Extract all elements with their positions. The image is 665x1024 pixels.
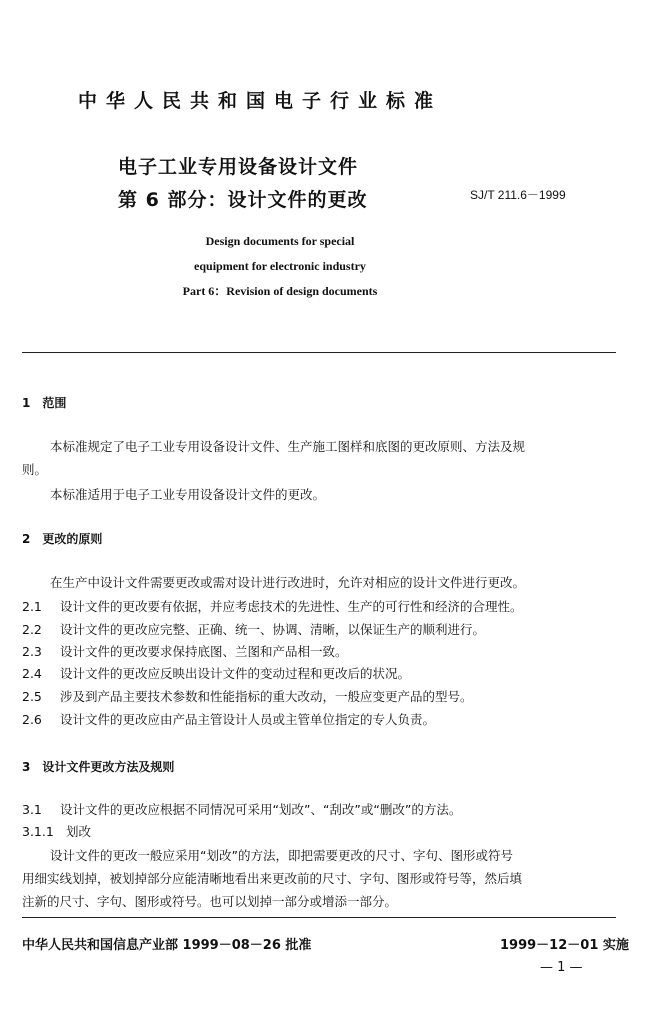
item-number: 2.1 [22,599,42,614]
item-number: 2.4 [22,666,42,681]
item-text: 设计文件的更改应由产品主管设计人员或主管单位指定的专人负责。 [60,712,436,727]
section-2-heading: 2 更改的原则 [22,532,103,546]
page-number: — 1 — [540,960,583,975]
standard-code: SJ/T 211.6－1999 [470,188,566,202]
section-3-paragraph-line-3: 注新的尺寸、字句、图形或符号。也可以划掉一部分或增添一部分。 [22,894,398,909]
section-3-paragraph-line-2: 用细实线划掉，被划掉部分应能清晰地看出来更改前的尺寸、字句、图形或符号等，然后填 [22,871,523,886]
section-3-heading: 3 设计文件更改方法及规则 [22,760,175,774]
list-item [22,642,348,660]
item-number: 2.2 [22,622,42,637]
item-text: 划改 [66,824,92,839]
title-english-line-3: Part 6：Revision of design documents [182,284,378,298]
list-item [22,687,473,705]
bottom-divider [22,917,616,918]
list-item [22,822,91,840]
title-english-line-2: equipment for electronic industry [194,259,366,273]
item-text: 涉及到产品主要技术参数和性能指标的重大改动，一般应变更产品的型号。 [60,689,473,704]
item-text: 设计文件的更改应完整、正确、统一、协调、清晰，以保证生产的顺利进行。 [60,622,486,637]
list-item [22,664,410,682]
item-number: 2.6 [22,712,42,727]
list-item [22,800,461,818]
list-item [22,620,485,638]
approval-statement: 中华人民共和国信息产业部 1999－08－26 批准 [22,938,312,953]
implementation-date: 1999－12－01 实施 [500,938,629,953]
item-text: 设计文件的更改要求保持底图、兰图和产品相一致。 [60,644,348,659]
section-1-heading: 1 范围 [22,396,67,410]
section-1-paragraph-1-line-1: 本标准规定了电子工业专用设备设计文件、生产施工图样和底图的更改原则、方法及规 [50,439,526,454]
item-number: 2.3 [22,644,42,659]
top-divider [22,352,616,353]
title-chinese-line-1: 电子工业专用设备设计文件 [118,156,359,178]
section-3-paragraph-line-1: 设计文件的更改一般应采用“划改”的方法，即把需要更改的尺寸、字句、图形或符号 [50,848,513,863]
item-number: 2.5 [22,689,42,704]
title-english-line-1: Design documents for special [205,234,355,248]
item-number: 3.1.1 [22,824,54,839]
item-text: 设计文件的更改应根据不同情况可采用“划改”、“刮改”或“删改”的方法。 [60,802,462,817]
list-item [22,597,523,615]
item-number: 3.1 [22,802,42,817]
item-text: 设计文件的更改要有依据，并应考虑技术的先进性、生产的可行性和经济的合理性。 [60,599,523,614]
title-chinese-line-2: 第 6 部分：设计文件的更改 [118,189,368,211]
section-1-paragraph-2: 本标准适用于电子工业专用设备设计文件的更改。 [50,487,326,502]
list-item [22,710,435,728]
item-text: 设计文件的更改应反映出设计文件的变动过程和更改后的状况。 [60,666,411,681]
section-1-paragraph-1-line-2: 则。 [22,462,48,477]
document-organization-header: 中华人民共和国电子行业标准 [78,90,443,112]
section-2-intro: 在生产中设计文件需要更改或需对设计进行改进时，允许对相应的设计文件进行更改。 [50,575,526,590]
